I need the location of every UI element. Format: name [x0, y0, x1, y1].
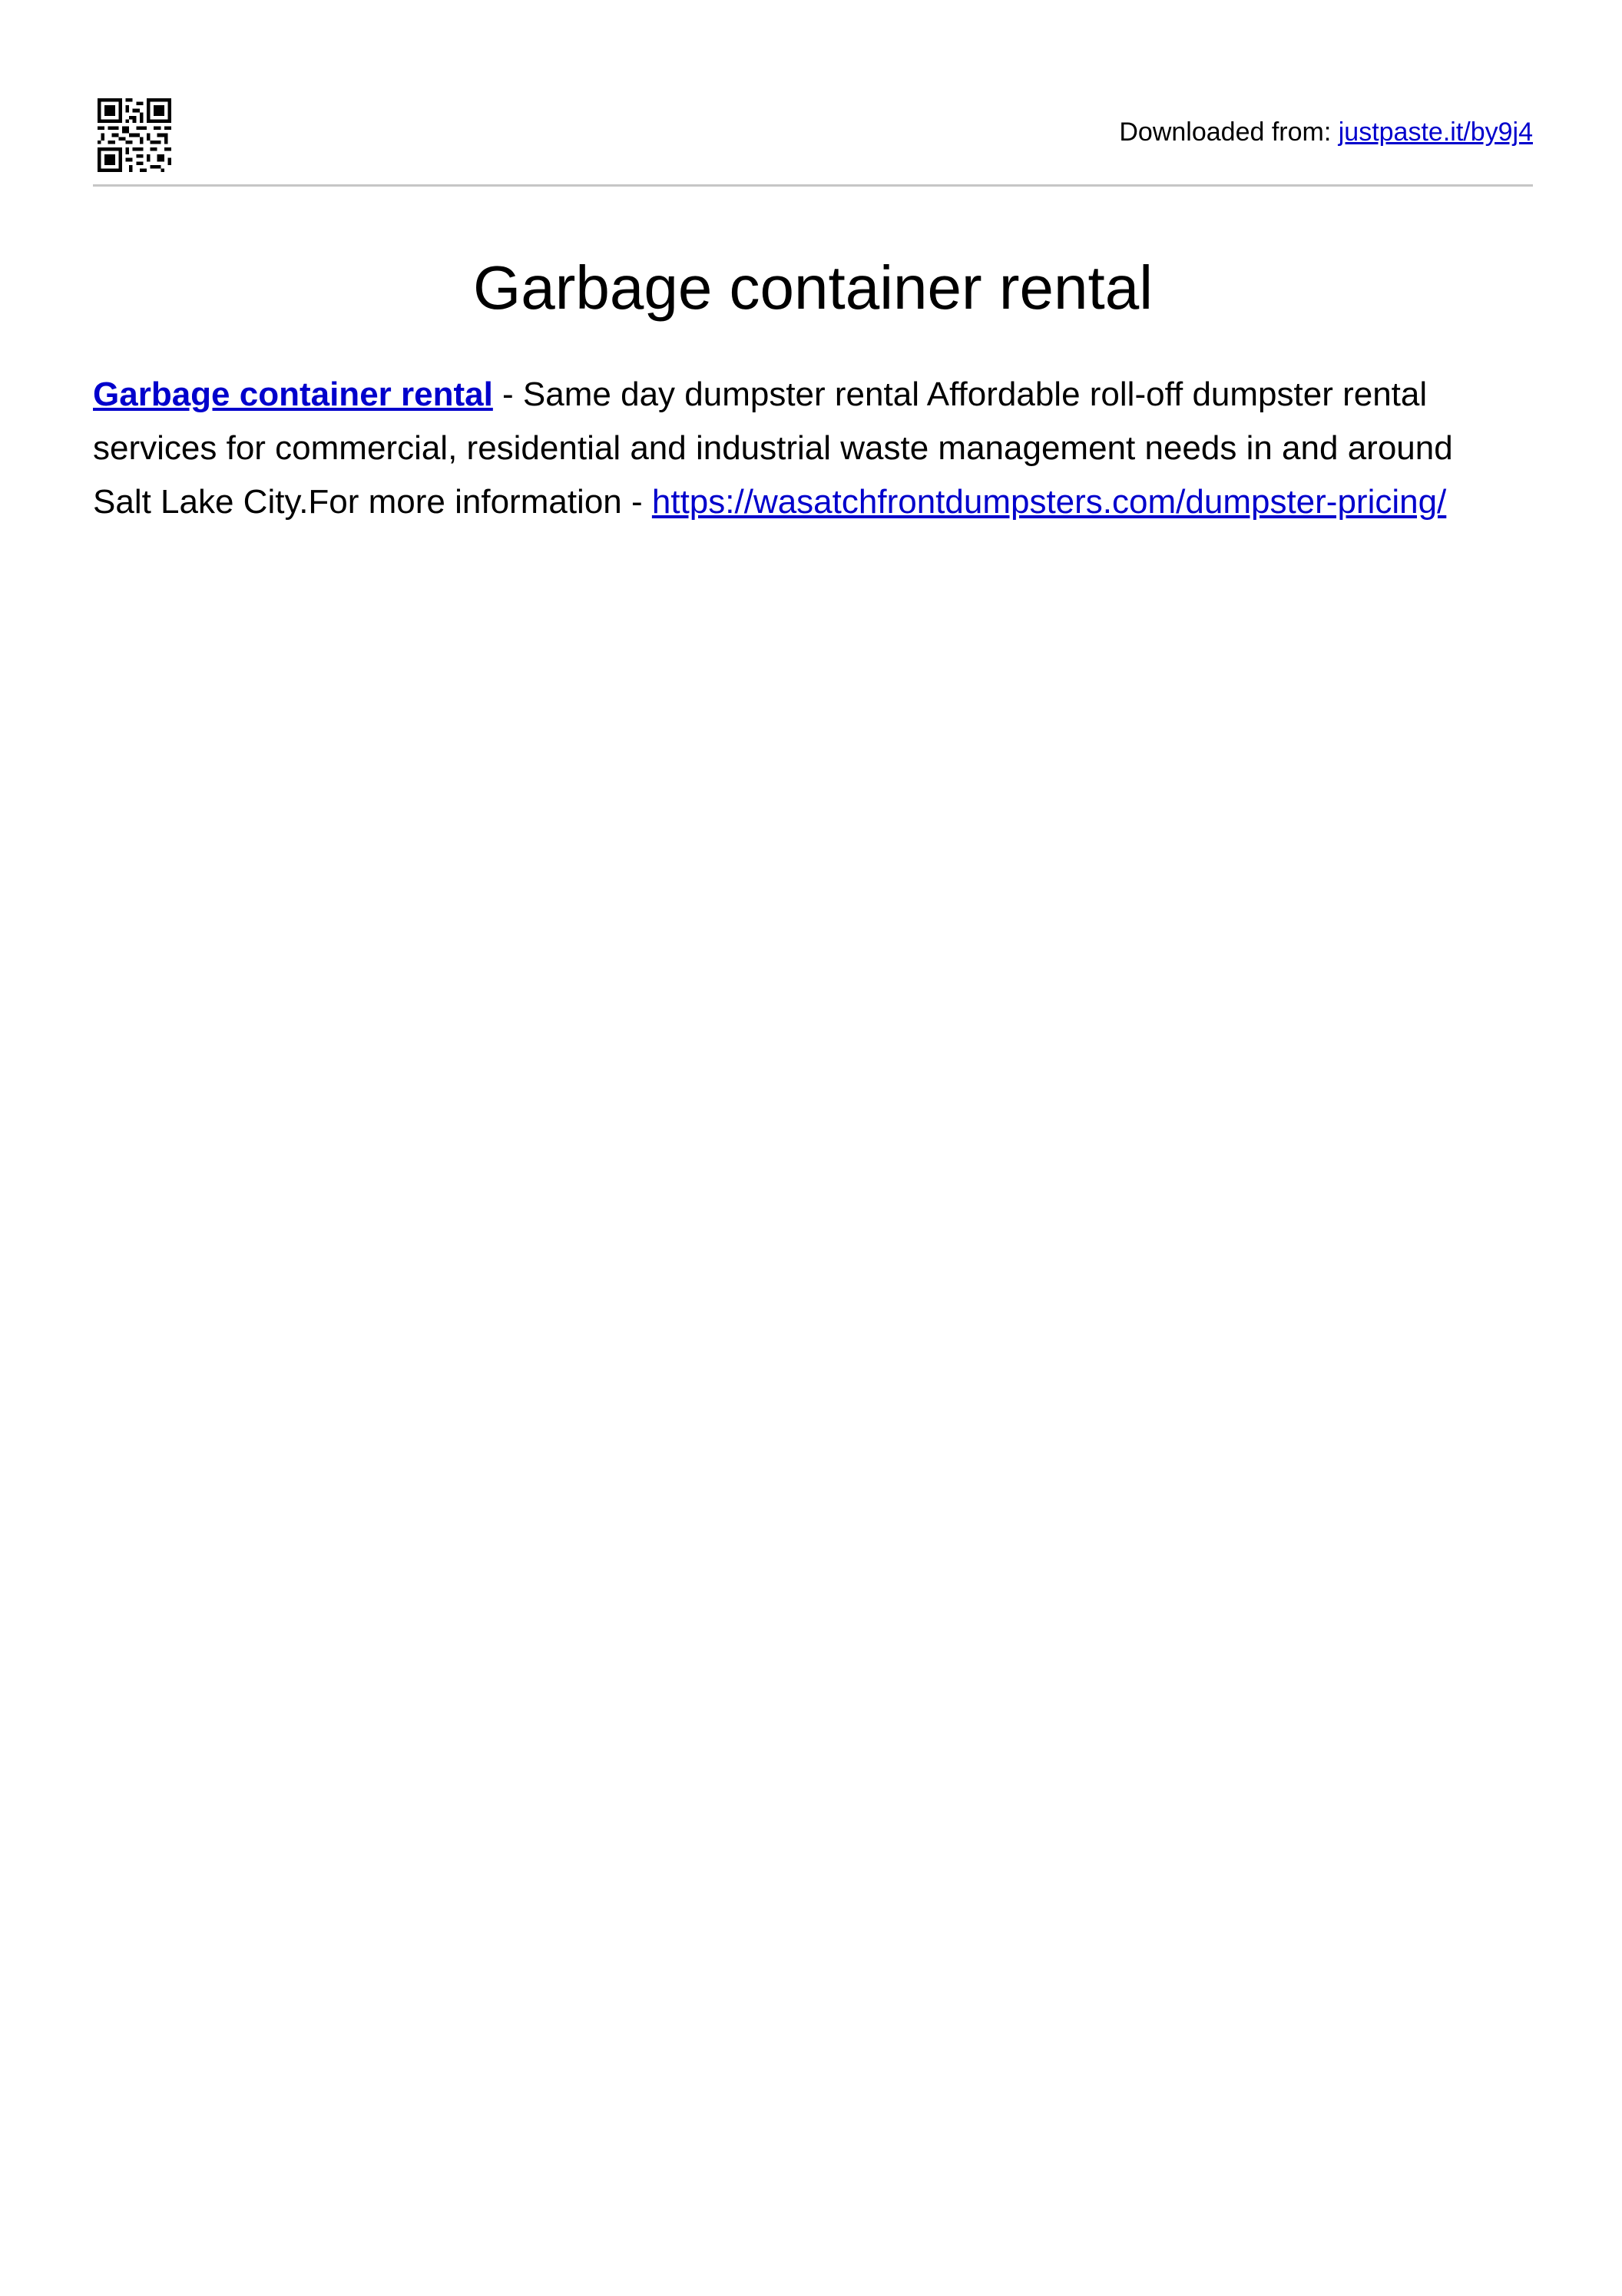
keyword-link[interactable]: Garbage container rental [93, 375, 493, 413]
info-link[interactable]: https://wasatchfrontdumpsters.com/dumpster-pricing/ [651, 483, 1447, 521]
header-divider [93, 184, 1533, 187]
body-line-1: - Same day dumpster rental Affordable roll-off dumpster rental [492, 375, 1428, 413]
page-header [93, 95, 1533, 186]
page-title: Garbage container rental [473, 253, 1153, 322]
downloaded-from-label: Downloaded from: [1119, 117, 1332, 147]
source-link[interactable]: justpaste.it/by9j4 [1338, 117, 1533, 147]
qr-code-icon [98, 98, 171, 172]
body-paragraph [93, 368, 1533, 529]
body-line-3: Salt Lake City.For more information - [93, 483, 652, 521]
body-line-2: services for commercial, residential and industrial waste management needs in and around [93, 429, 1453, 467]
download-source [1119, 115, 1533, 149]
